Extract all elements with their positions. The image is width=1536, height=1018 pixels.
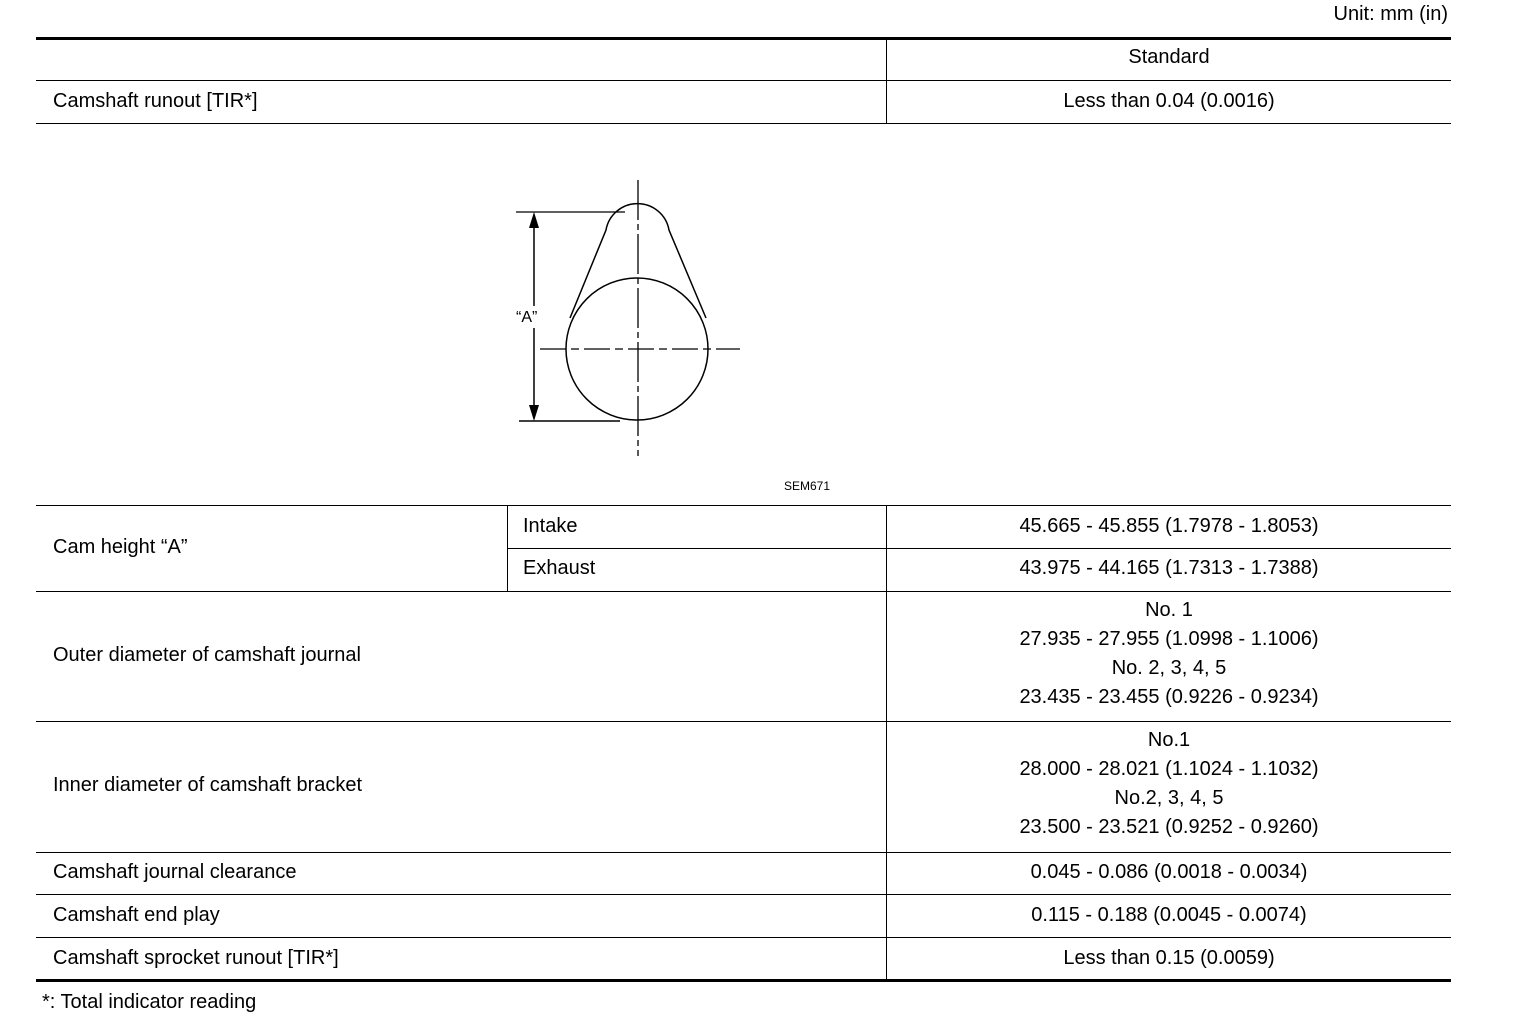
runout-value: Less than 0.04 (0.0016) xyxy=(1063,90,1275,112)
divider xyxy=(36,721,1451,722)
inner-diameter-label: Inner diameter of camshaft bracket xyxy=(53,774,363,796)
outer-no2-label: No. 2, 3, 4, 5 xyxy=(1111,657,1227,679)
inner-no1-value: 28.000 - 28.021 (1.1024 - 1.1032) xyxy=(1019,758,1319,780)
divider xyxy=(36,894,1451,895)
intake-value: 45.665 - 45.855 (1.7978 - 1.8053) xyxy=(1019,515,1319,537)
inner-no1-label: No.1 xyxy=(1147,729,1191,751)
unit-label: Unit: mm (in) xyxy=(1333,3,1448,25)
exhaust-label: Exhaust xyxy=(523,557,596,579)
clearance-label: Camshaft journal clearance xyxy=(53,861,297,883)
divider xyxy=(36,852,1451,853)
outer-no1-label: No. 1 xyxy=(1145,599,1193,621)
clearance-value: 0.045 - 0.086 (0.0018 - 0.0034) xyxy=(1030,861,1308,883)
divider xyxy=(36,505,1451,506)
divider xyxy=(36,591,1451,592)
exhaust-value: 43.975 - 44.165 (1.7313 - 1.7388) xyxy=(1019,557,1319,579)
divider xyxy=(36,937,1451,938)
outer-no1-value: 27.935 - 27.955 (1.0998 - 1.1006) xyxy=(1019,628,1319,650)
end-play-label: Camshaft end play xyxy=(53,904,220,926)
divider xyxy=(507,506,508,592)
standard-header: Standard xyxy=(1128,46,1210,68)
figure-code: SEM671 xyxy=(784,479,831,493)
sprocket-runout-value: Less than 0.15 (0.0059) xyxy=(1063,947,1275,969)
outer-diameter-label: Outer diameter of camshaft journal xyxy=(53,644,361,666)
inner-no2-value: 23.500 - 23.521 (0.9252 - 0.9260) xyxy=(1019,816,1319,838)
end-play-value: 0.115 - 0.188 (0.0045 - 0.0074) xyxy=(1031,904,1307,926)
divider xyxy=(507,548,1451,549)
sprocket-runout-label: Camshaft sprocket runout [TIR*] xyxy=(53,947,339,969)
figure-label: “A” xyxy=(516,309,538,326)
inner-no2-label: No.2, 3, 4, 5 xyxy=(1114,787,1224,809)
cam-height-label: Cam height “A” xyxy=(53,536,188,558)
runout-label: Camshaft runout [TIR*] xyxy=(53,90,258,112)
outer-diameter-values xyxy=(887,596,1451,712)
inner-diameter-values xyxy=(887,726,1451,842)
divider xyxy=(36,979,1451,982)
outer-no2-value: 23.435 - 23.455 (0.9226 - 0.9234) xyxy=(1019,686,1319,708)
footnote: *: Total indicator reading xyxy=(42,991,257,1013)
intake-label: Intake xyxy=(523,515,578,537)
